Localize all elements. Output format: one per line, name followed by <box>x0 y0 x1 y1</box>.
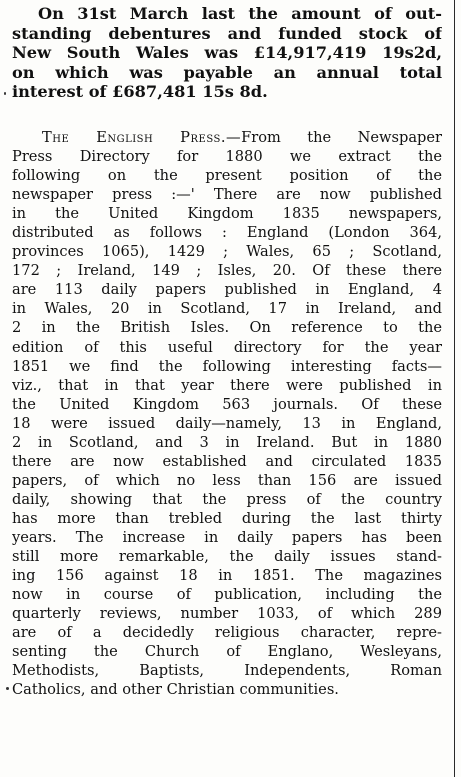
text-line: distributed as follows : England (London 364, <box>12 224 442 242</box>
text-line: edition of this useful directory for the year <box>12 338 442 356</box>
text-line: in the United Kingdom 1835 newspapers, <box>12 205 442 223</box>
text-line: provinces 1065), 1429 ; Wales, 65 ; Scotland, <box>12 243 442 261</box>
text-line: viz., that in that year there were published in <box>12 376 442 394</box>
text-line-rest: From the Newspaper <box>241 129 442 146</box>
text-line: years. The increase in daily papers has been <box>12 528 442 546</box>
text-line: the United Kingdom 563 journals. Of these <box>12 395 442 413</box>
text-line: senting the Church of Englano, Wesleyans, <box>12 643 442 661</box>
text-line: On 31st March last the amount of out- <box>38 4 442 23</box>
column-rule <box>454 0 455 777</box>
text-line: in Wales, 20 in Scotland, 17 in Ireland, and <box>12 300 442 318</box>
print-speck <box>4 92 6 95</box>
text-line: on which was payable an annual total <box>12 62 442 82</box>
text-line: following on the present position of the <box>12 167 442 185</box>
text-line: Catholics, and other Christian communities. <box>12 681 339 699</box>
paragraph-english-press <box>12 128 442 699</box>
text-line: has more than trebled during the last thirty <box>12 509 442 527</box>
text-line: 1851 we find the following interesting facts— <box>12 357 442 375</box>
text-line: 2 in the British Isles. On reference to the <box>12 319 442 337</box>
text-line: 18 were issued daily—namely, 13 in England, <box>12 414 442 432</box>
text-line: quarterly reviews, number 1033, of which 289 <box>12 605 442 623</box>
text-line: interest of £687,481 15s 8d. <box>12 82 268 102</box>
text-line: 2 in Scotland, and 3 in Ireland. But in 1880 <box>12 433 442 451</box>
text-line: are of a decidedly religious character, repre- <box>12 624 442 642</box>
text-line: are 113 daily papers published in England, 4 <box>12 281 442 299</box>
text-line: 172 ; Ireland, 149 ; Isles, 20. Of these there <box>12 262 442 280</box>
text-line: papers, of which no less than 156 are issued <box>12 471 442 489</box>
text-line: there are now established and circulated 1835 <box>12 452 442 470</box>
text-line: standing debentures and funded stock of <box>12 23 442 43</box>
paragraph-debentures <box>12 4 442 102</box>
text-line: ing 156 against 18 in 1851. The magazines <box>12 567 442 585</box>
text-line: Methodists, Baptists, Independents, Roman <box>12 662 442 680</box>
text-line: now in course of publication, including the <box>12 586 442 604</box>
text-line: daily, showing that the press of the country <box>12 490 442 508</box>
text-line: Press Directory for 1880 we extract the <box>12 148 442 166</box>
print-speck <box>6 687 9 690</box>
text-line: still more remarkable, the daily issues stand- <box>12 548 442 566</box>
section-lead: The English Press.— <box>42 129 242 146</box>
text-line <box>12 128 442 147</box>
text-line: New South Wales was £14,917,419 19s2d, <box>12 43 442 63</box>
text-line: newspaper press :—' There are now published <box>12 186 442 204</box>
